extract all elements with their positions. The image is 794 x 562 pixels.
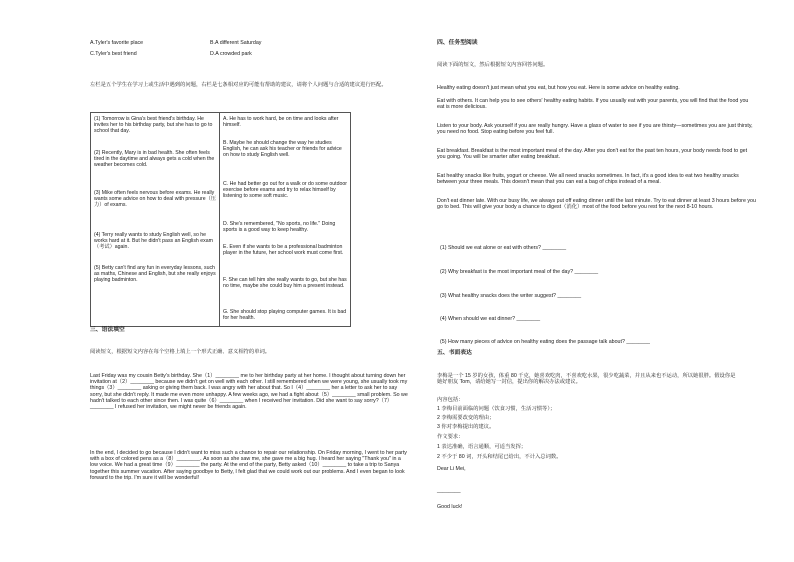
option-a: A.Tyler's favorite place <box>90 40 144 46</box>
advice-e: E. Even if she wants to be a professional badminton player in the future, her school work must come first. <box>223 244 344 257</box>
passage-para-6: Don't eat dinner late. With our busy life, we always put off eating dinner until the last minute. Try to eat dinner at least 3 hours before you go to bed. This will give your body a chance to digest（消化）most of the food before you rest for the next 8-10 hours. <box>437 198 756 211</box>
section-3-intro: 阅读短文，根据短文内容在每个空格上填上一个形式正确、意义相符的单词。 <box>90 349 271 355</box>
section-4-heading: 四、任务型阅读 <box>437 40 478 46</box>
passage-para-4: Eat breakfast. Breakfast is the most important meal of the day. After you don't eat for the past ten hours, your body needs food to get you going. You will be smarter after eating breakfast. <box>437 148 748 161</box>
writing-content-label: 内容包括： <box>437 397 464 403</box>
section-4-intro: 阅读下面的短文，然后根据短文内容回答问题。 <box>437 62 549 68</box>
problem-3: (3) Mike often feels nervous before exams. He really wants some advice on how to deal with pressure（压力）of exams. <box>94 190 216 209</box>
writing-point-2: 2 李梅需要改变的理由； <box>437 415 495 421</box>
passage-para-1: Healthy eating doesn't just mean what you eat, but how you eat. Here is some advice on healthy eating. <box>437 85 680 91</box>
question-2: (2) Why breakfast is the most important meal of the day? ________ <box>440 269 599 275</box>
letter-closing: Good luck! <box>437 504 463 510</box>
writing-point-3: 3 你对李梅提出的建议。 <box>437 424 495 430</box>
writing-requirement-2: 2 不少于 80 词，开头和结尾已给出，不计入总词数。 <box>437 454 562 460</box>
cloze-paragraph-2: In the end, I decided to go because I didn't want to miss such a chance to repair our relationship. On Friday morning, I went to her party with a box of colored pens as a（8）________. As soon as she saw me, she gave me a big hug. I heard her saying "Thank you" in a low voice. We had a great time（9）________ the party. At the end of the party, Betty asked（10）________ to take a trip to Sanya together this summer vacation. After saying goodbye to Betty, I felt glad that we could work out our problems. And I even began to look forward to the trip. I'm sure it will be wonderful! <box>90 450 407 481</box>
question-4: (4) When should we eat dinner? ________ <box>440 316 541 322</box>
problem-1: (1) Tomorrow is Gina's best friend's birthday. He invites her to his birthday party, but she has to go to school that day. <box>94 116 213 135</box>
advice-b: B. Maybe he should change the way he studies English, he can ask his teacher or friends for advice on how to study English well. <box>223 140 342 159</box>
writing-prompt: 李梅是一个 15 岁的女孩，体重 80 千克，她喜欢吃肉，不喜欢吃水果，很少吃蔬菜，并且从来也不运动，所以她很胖。假设你是她好朋友 Tom，请给她写一封信，提出你的解决办法或建议。 <box>437 373 736 386</box>
question-3: (3) What healthy snacks does the writer suggest? ________ <box>440 293 582 299</box>
section-5-heading: 五、书面表达 <box>437 350 472 356</box>
problem-4: (4) Terry really wants to study English well, so he works hard at it. But he didn't pass an English exam（考试）again. <box>94 232 213 251</box>
matching-intro: 左栏是五个学生在学习上或生活中遇到的问题，右栏是七条相对应的可能有帮助的建议，请将个人问题与合适的建议进行匹配。 <box>90 82 387 88</box>
matching-table <box>90 112 351 327</box>
option-b: B.A different Saturday <box>210 40 262 46</box>
passage-para-5: Eat healthy snacks like fruits, yogurt or cheese. We all need snacks sometimes. In fact, it's a good idea to eat two healthy snacks between your three meals. This doesn't mean that you can eat a bag of chips instead of a meal. <box>437 173 739 186</box>
section-3-heading: 三、语法填空 <box>90 327 125 333</box>
advice-c: C. He had better go out for a walk or do some outdoor exercise before exams and try to relax himself by listening to some soft music. <box>223 181 347 200</box>
option-c: C.Tyler's best friend <box>90 51 137 57</box>
question-5: (5) How many pieces of advice on healthy eating does the passage talk about? ________ <box>440 339 650 345</box>
question-1: (1) Should we eat alone or eat with others? ________ <box>440 245 567 251</box>
cloze-paragraph-1: Last Friday was my cousin Betty's birthday. She（1）________ me to her birthday party at her home. I thought about turning down her invitation at（2）________ because we didn't get on well with each other. I still remembered when we were young, she usually took my things（3）________ asking or giving them back. I was angry with her about that. So I（4）________ her a letter to ask her to say sorry, but she didn't reply. It made me even more unhappy. A few weeks ago, we had a fight about（5）________ small problem. So we hadn't talked to each other since then. I was quite（6）________ when I received her invitation. Did she want to say sorry?（7）________ I refused her invitation, we might never be friends again. <box>90 373 408 411</box>
writing-requirement-1: 1 表达准确，语言通顺，可适当发挥； <box>437 444 527 450</box>
problem-2: (2) Recently, Mary is in bad health. She often feels tired in the daytime and always gets a cold when the weather becomes cold. <box>94 150 215 169</box>
advice-g: G. She should stop playing computer games. It is bad for her health. <box>223 309 347 322</box>
letter-greeting: Dear Li Mei, <box>437 466 466 472</box>
table-divider <box>219 113 220 326</box>
problem-5: (5) Betty can't find any fun in everyday lessons, such as maths, Chinese and English, but she really enjoys playing badminton. <box>94 265 216 284</box>
writing-requirements-label: 作文要求： <box>437 434 464 440</box>
letter-blank-line: ________ <box>437 488 461 494</box>
writing-point-1: 1 李梅目前面临的问题（饮食习惯，生活习惯等）； <box>437 406 556 412</box>
advice-a: A. He has to work hard, be on time and looks after himself. <box>223 116 339 129</box>
advice-d: D. She's remembered, "No sports, no life." Doing sports is a good way to keep healthy. <box>223 221 336 234</box>
advice-f: F. She can tell him she really wants to go, but she has no time, maybe she could buy him a present instead. <box>223 277 347 290</box>
passage-para-3: Listen to your body. Ask yourself if you are really hungry. Have a glass of water to see if you are thirsty—sometimes you are just thirsty, you need no food. Stop eating before you feel full. <box>437 123 753 136</box>
option-d: D.A crowded park <box>210 51 252 57</box>
passage-para-2: Eat with others. It can help you to see others' healthy eating habits. If you usually eat with your parents, you will find that the food you eat is more delicious. <box>437 98 749 111</box>
